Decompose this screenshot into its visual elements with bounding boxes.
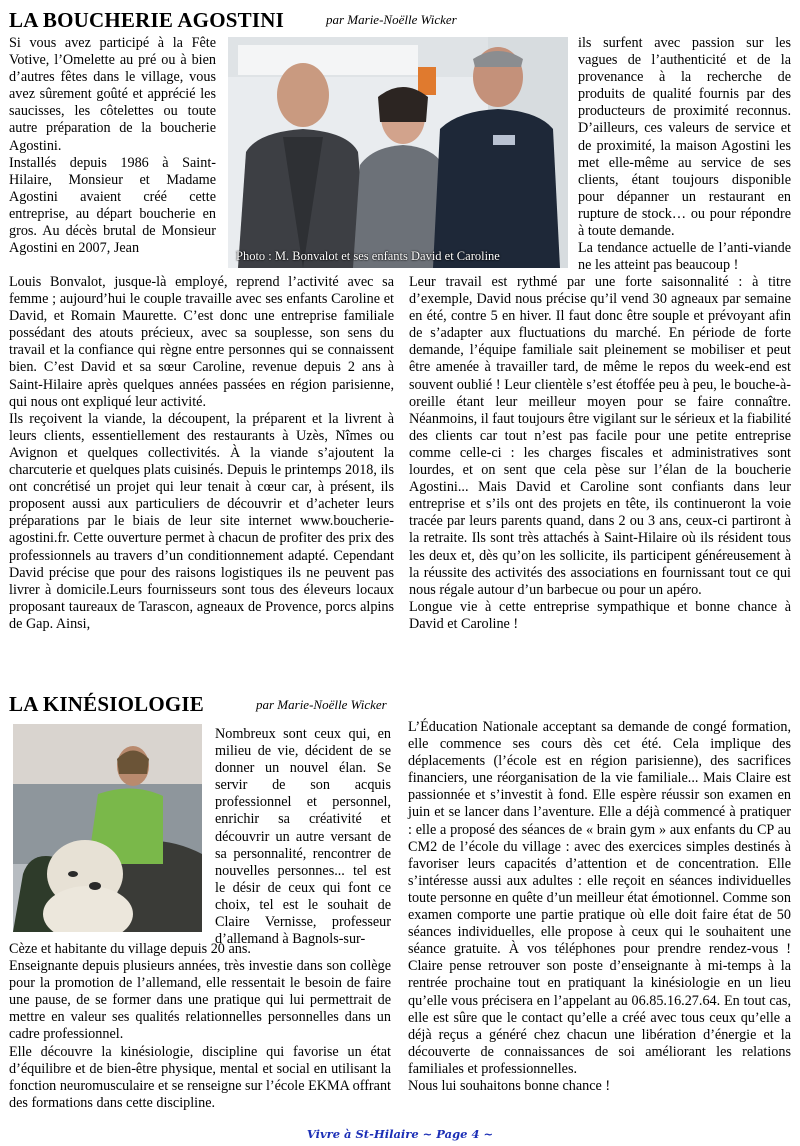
- article-title-kinesiologie: LA KINÉSIOLOGIE: [9, 692, 204, 716]
- article-title-boucherie: LA BOUCHERIE AGOSTINI: [9, 8, 284, 32]
- article1-column-2: [409, 274, 791, 633]
- article1-intro-column: [9, 35, 216, 257]
- paragraph: ils surfent avec passion sur les vagues de l’authenticité et de la provenance à la recherche de produits de qualité fournis par des producteurs de proximité reconnus. D’ailleurs, ces valeurs de service et de proximité, la maison Agostini les met elle-même au service de ses clients, étant toujours disponible pour dépanner un restaurant en rupture de stock… ou pour répondre à toute demande.: [578, 35, 791, 240]
- paragraph: Cèze et habitante du village depuis 20 ans.: [9, 941, 251, 957]
- article2-column-1: [9, 941, 391, 1112]
- paragraph: Louis Bonvalot, jusque-là employé, reprend l’activité avec sa femme ; aujourd’hui le couple travaille avec ses enfants Caroline et David, et Romain Maurette. C’est donc une entreprise familiale possédant des atouts précieux, avec sa souplesse, son sens du travail et la confiance qui règne entre personnes qui se connaissent bien. C’est David et sa sœur Caroline, revenue depuis 2 ans à Saint-Hilaire après quelques années passées en région parisienne, qui nous ont expliqué leur activité.: [9, 274, 394, 410]
- article-byline: par Marie-Noëlle Wicker: [256, 697, 387, 712]
- claire-photo: [13, 724, 202, 932]
- article2-beside-photo-column: [215, 726, 391, 948]
- paragraph: Nous lui souhaitons bonne chance !: [408, 1077, 611, 1094]
- family-photo: [228, 37, 568, 268]
- paragraph: Longue vie à cette entreprise sympathique et bonne chance à David et Caroline !: [409, 598, 791, 632]
- paragraph: L’Éducation Nationale acceptant sa demande de congé formation, elle commence ses cours dès cet été. Cela implique des déplacements (l’école est en région parisienne), des sacrifices financiers, une réorganisation de la vie familiale... Mais Claire est passionnée et s’investit à fond. Elle espère réussir son examen en juin et se lancer dans l’aventure. Elle a déjà commencé à pratiquer : elle a proposé des séances de « brain gym » aux enfants du CP au CM2 de l’école du village : avec des exercices simples destinés à favoriser leurs capacités d’attention et de concentration. Elle s’intéresse aussi aux adultes : elle reçoit en séances individuelles toute personne en quête d’un meilleur état émotionnel. Comme son examen comporte une partie pratique où elle doit faire état de 50 séances individuelles, elle propose à ceux qui le souhaitent une séance gratuite. À vos téléphones pour prendre rendez-vous ! Claire pense retrouver son poste d’enseignante à mi-temps à la rentrée prochaine tout en pratiquant la kinésiologie en un lieu qu’elle vous précisera en l’appelant au 06.85.16.27.64. En tout cas, elle est sûre que le contact qu’elle a créé avec tous ceux qu’elle a déjà reçus a généré chez chacun une libération d’énergie et la découverte de connaissances de soi améliorant les relations familiales et professionnelles.: [408, 719, 791, 1077]
- paragraph: Ils reçoivent la viande, la découpent, la préparent et la livrent à leurs clients, essentiellement des restaurants à Uzès, Nîmes ou Avignon et quelques collectivités. À la viande s’ajoutent la charcuterie et quelques plats cuisinés. Depuis le printemps 2018, ils ont concrétisé un projet qui leur tenait à cœur car, à présent, ils proposent aussi aux particuliers de découvrir et d’acheter leurs préparations par le biais de leur site internet www.boucherie-agostini.fr. Cette ouverture permet à chacun de profiter des prix des professionnels au travers d’un conditionnement adapté. Cependant David précise que pour des raisons logistiques ils ne peuvent pas livrer à domicile.Leurs fournisseurs sont tous des éleveurs locaux proposant taureaux de Tarascon, agneaux de Provence, porcs alpins de Gap. Ainsi,: [9, 410, 394, 632]
- family-photo-image: [228, 37, 568, 268]
- article1-right-column: [578, 35, 791, 274]
- article2-column-2: [408, 719, 791, 1095]
- photo-caption: Photo : M. Bonvalot et ses enfants David et Caroline: [236, 249, 500, 263]
- claire-photo-image: [13, 724, 202, 932]
- paragraph: Leur travail est rythmé par une forte saisonnalité : à titre d’exemple, David nous précise qu’il vend 30 agneaux par semaine en été, contre 5 en hiver. Il faut donc être souple et prévoyant afin de s’adapter aux fluctuations du marché. En période de forte demande, l’équipe familiale sait pleinement se mobiliser et peut être amenée à travailler tard, de même le repos du week-end est souvent oublié ! Leur clientèle s’est étoffée peu à peu, le bouche-à-oreille étant leur meilleur moyen pour se faire connaître. Néanmoins, il faut toujours être vigilant sur le sérieux et la fiabilité des clients car tout n’est pas facile pour une petite entreprise comme celle-ci : les charges fiscales et administratives sont lourdes, et on sent que cela pèse sur l’élan de la boucherie Agostini... Mais David et Caroline sont confiants dans leur entreprise et s’ils ont des projets en tête, ils continueront la voie tracée par leurs parents quand, dans 2 ou 3 ans, ceux-ci partiront à la retraite. Ils sont très attachés à Saint-Hilaire où ils résident tous les deux et, dès qu’on les sollicite, ils participent généreusement à la réussite des activités des associations en fournissant tout ce qui nous régale autour d’un barbecue ou pour un apéro.: [409, 274, 791, 598]
- page-footer: Vivre à St-Hilaire ~ Page 4 ~: [306, 1127, 494, 1141]
- paragraph: Elle découvre la kinésiologie, discipline qui favorise un état d’équilibre et de bien-être physique, mental et social en utilisant la fonction neuromusculaire et se renseigne sur l’école EKMA offrant des formations dans cette discipline.: [9, 1043, 391, 1111]
- paragraph: Si vous avez participé à la Fête Votive, l’Omelette au pré ou à bien d’autres fêtes dans le village, vous avez sûrement goûté et apprécié les saucisses, les côtelettes ou toute autre préparation de la boucherie Agostini.: [9, 35, 216, 154]
- paragraph: Nombreux sont ceux qui, en milieu de vie, décident de se donner un nouvel élan. Se servir de son acquis professionnel et personnel, enrichir sa créativité et découvrir un autre versant de sa personnalité, rencontrer de nouvelles personnes... tel est le désir de ceux qui font ce choix, tel est le souhait de Claire Vernisse, professeur d’allemand à Bagnols-sur-: [215, 726, 391, 948]
- article1-column-1: [9, 274, 394, 633]
- paragraph: Installés depuis 1986 à Saint-Hilaire, Monsieur et Madame Agostini avaient créé cette entreprise, au départ boucherie en gros. Au décès brutal de Monsieur Agostini en 2007, Jean: [9, 154, 216, 257]
- paragraph: La tendance actuelle de l’anti-viande ne les atteint pas beaucoup !: [578, 240, 791, 274]
- article-byline: par Marie-Noëlle Wicker: [326, 12, 457, 27]
- paragraph: Enseignante depuis plusieurs années, très investie dans son collège pour la promotion de l’allemand, elle ressentait le besoin de faire une pause, de se former dans une pratique qui lui permettrait de mettre en valeur ses qualités relationnelles personnelles dans un cadre professionnel.: [9, 958, 391, 1043]
